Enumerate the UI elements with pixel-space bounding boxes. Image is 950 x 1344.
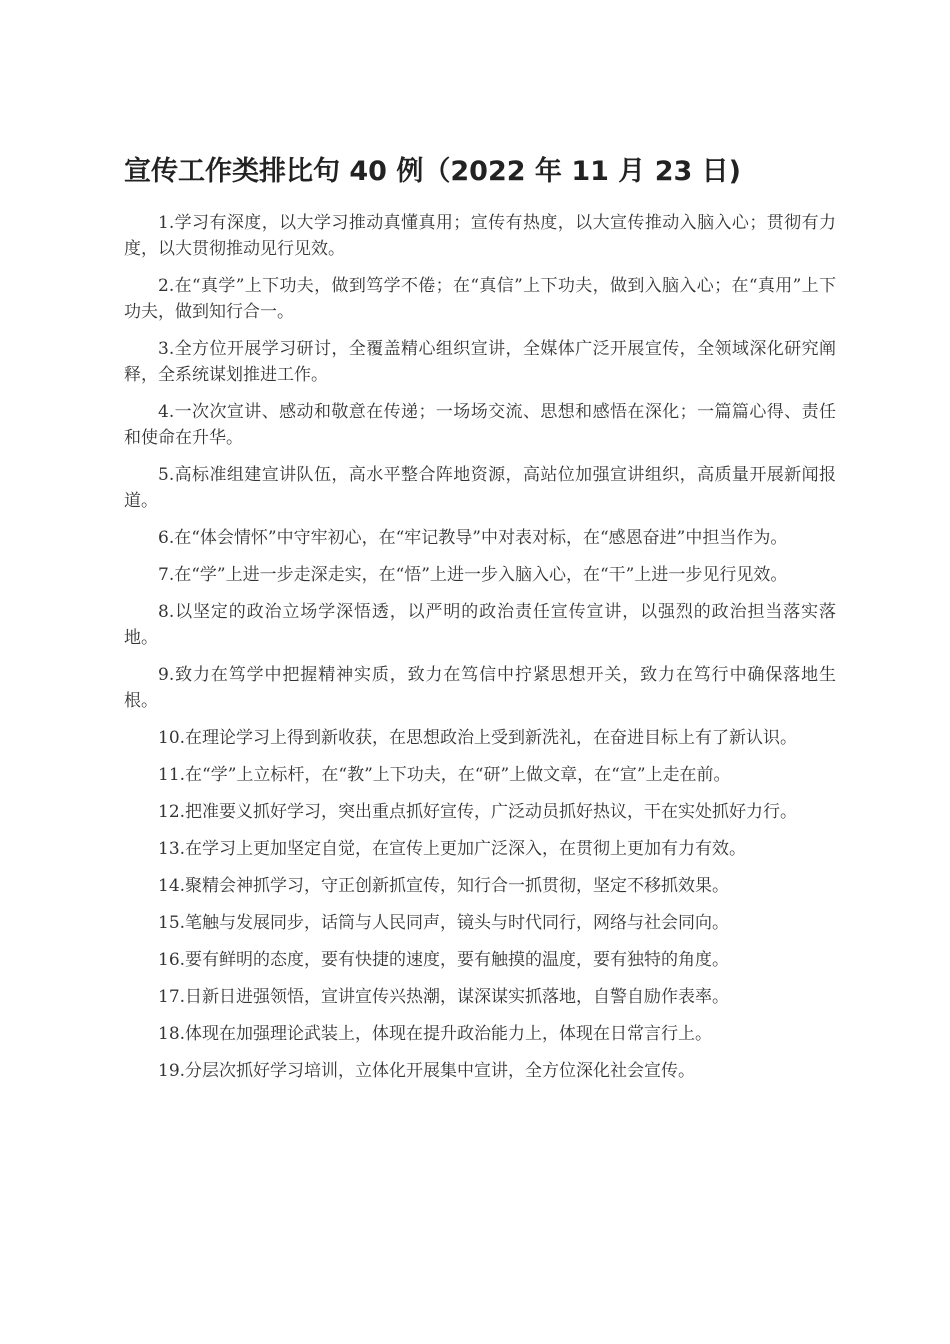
paragraph: 15.笔触与发展同步，话筒与人民同声，镜头与时代同行，网络与社会同向。	[158, 913, 730, 933]
paragraph: 9.致力在笃学中把握精神实质，致力在笃信中拧紧思想开关，致力在笃行中确保落地生根。	[124, 665, 836, 711]
paragraph: 4.一次次宣讲、感动和敬意在传递；一场场交流、思想和感悟在深化；一篇篇心得、责任和使命在升华。	[124, 402, 836, 448]
paragraph: 6.在“体会情怀”中守牢初心，在“牢记教导”中对表对标，在“感恩奋进”中担当作为。	[158, 528, 788, 548]
paragraph: 1.学习有深度，以大学习推动真懂真用；宣传有热度，以大宣传推动入脑入心；贯彻有力度，以大贯彻推动见行见效。	[124, 213, 836, 259]
paragraph: 18.体现在加强理论武装上，体现在提升政治能力上，体现在日常言行上。	[158, 1024, 713, 1044]
document-body	[124, 210, 836, 1095]
paragraph: 7.在“学”上进一步走深走实，在“悟”上进一步入脑入心，在“干”上进一步见行见效。	[158, 565, 788, 585]
paragraph: 3.全方位开展学习研讨，全覆盖精心组织宣讲，全媒体广泛开展宣传，全领域深化研究阐释，全系统谋划推进工作。	[124, 339, 836, 385]
paragraph: 14.聚精会神抓学习，守正创新抓宣传，知行合一抓贯彻，坚定不移抓效果。	[158, 876, 730, 896]
paragraph: 8.以坚定的政治立场学深悟透，以严明的政治责任宣传宣讲，以强烈的政治担当落实落地。	[124, 602, 836, 648]
document-title: 宣传工作类排比句 40 例（2022 年 11 月 23 日)	[124, 156, 742, 187]
paragraph: 12.把准要义抓好学习，突出重点抓好宣传，广泛动员抓好热议，干在实处抓好力行。	[158, 802, 798, 822]
paragraph: 13.在学习上更加坚定自觉，在宣传上更加广泛深入，在贯彻上更加有力有效。	[158, 839, 747, 859]
paragraph: 11.在“学”上立标杆，在“教”上下功夫，在“研”上做文章，在“宣”上走在前。	[158, 765, 731, 785]
paragraph: 5.高标准组建宣讲队伍，高水平整合阵地资源，高站位加强宣讲组织，高质量开展新闻报道。	[124, 465, 836, 511]
paragraph: 16.要有鲜明的态度，要有快捷的速度，要有触摸的温度，要有独特的角度。	[158, 950, 730, 970]
paragraph: 17.日新日进强领悟，宣讲宣传兴热潮，谋深谋实抓落地，自警自励作表率。	[158, 987, 730, 1007]
paragraph: 10.在理论学习上得到新收获，在思想政治上受到新洗礼，在奋进目标上有了新认识。	[158, 728, 798, 748]
paragraph: 2.在“真学”上下功夫，做到笃学不倦；在“真信”上下功夫，做到入脑入心；在“真用”上下功夫，做到知行合一。	[124, 276, 836, 322]
paragraph: 19.分层次抓好学习培训，立体化开展集中宣讲，全方位深化社会宣传。	[158, 1061, 696, 1081]
